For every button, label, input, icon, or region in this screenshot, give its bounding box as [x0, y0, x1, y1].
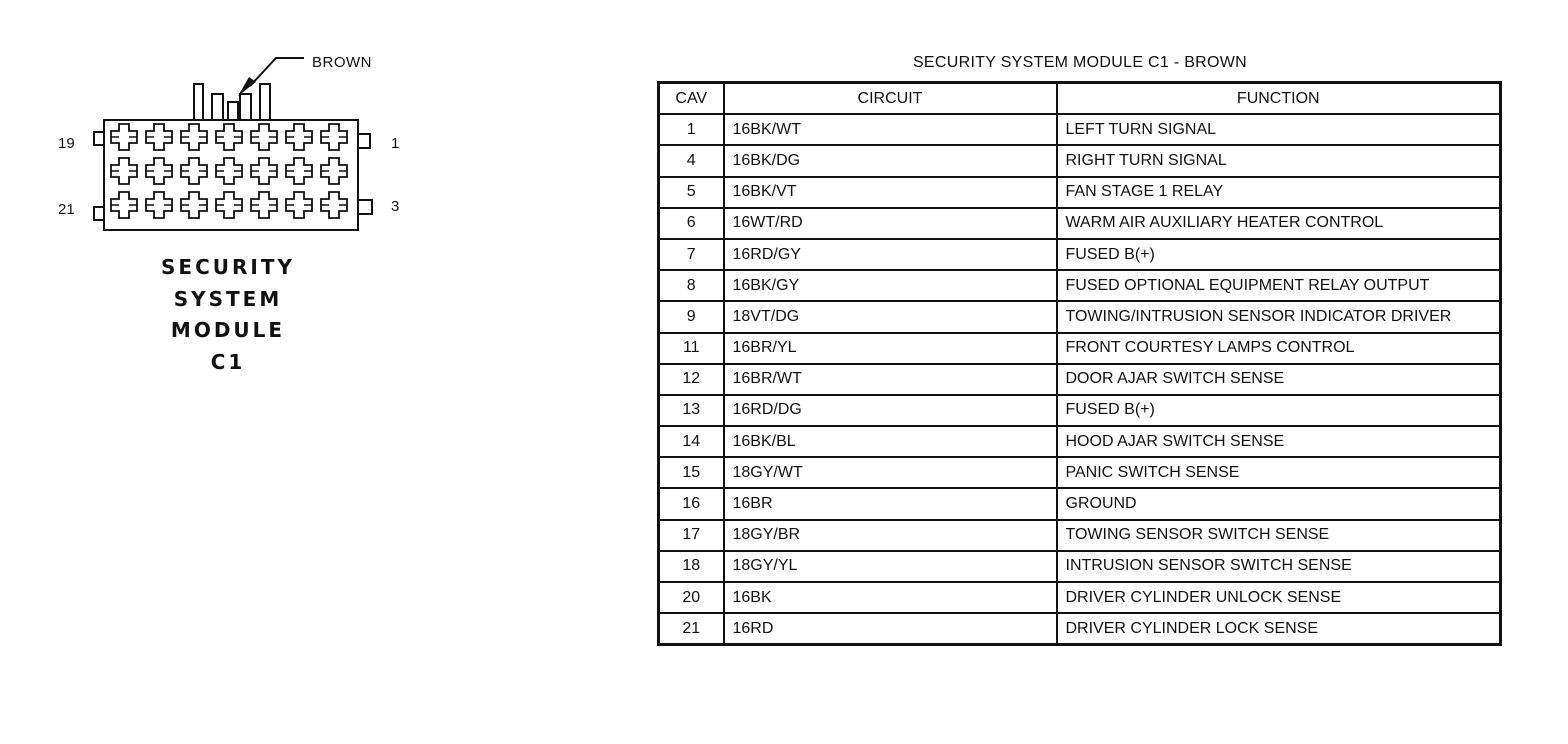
circuit-cell: 16BR/YL — [724, 333, 1057, 364]
cav-cell: 1 — [659, 114, 724, 145]
function-cell: PANIC SWITCH SENSE — [1057, 457, 1501, 488]
caption-line-1: SECURITY — [161, 255, 295, 279]
cav-cell: 13 — [659, 395, 724, 426]
cav-cell: 20 — [659, 582, 724, 613]
cav-cell: 5 — [659, 177, 724, 208]
cav-cell: 18 — [659, 551, 724, 582]
table-row — [659, 177, 1501, 208]
function-cell: TOWING SENSOR SWITCH SENSE — [1057, 520, 1501, 551]
table-row — [659, 364, 1501, 395]
cav-cell: 14 — [659, 426, 724, 457]
cav-cell: 11 — [659, 333, 724, 364]
function-cell: TOWING/INTRUSION SENSOR INDICATOR DRIVER — [1057, 301, 1501, 332]
function-cell: GROUND — [1057, 488, 1501, 519]
function-cell: DOOR AJAR SWITCH SENSE — [1057, 364, 1501, 395]
function-cell: RIGHT TURN SIGNAL — [1057, 145, 1501, 176]
function-cell: INTRUSION SENSOR SWITCH SENSE — [1057, 551, 1501, 582]
table-row — [659, 520, 1501, 551]
function-cell: LEFT TURN SIGNAL — [1057, 114, 1501, 145]
cav-cell: 6 — [659, 208, 724, 239]
function-cell: FAN STAGE 1 RELAY — [1057, 177, 1501, 208]
circuit-cell: 16BR/WT — [724, 364, 1057, 395]
cav-cell: 8 — [659, 270, 724, 301]
table-row — [659, 333, 1501, 364]
pinout-table — [657, 81, 1502, 646]
circuit-cell: 16BK/WT — [724, 114, 1057, 145]
table-header-row — [659, 83, 1501, 115]
pin-label-3: 3 — [391, 198, 400, 215]
cav-cell: 15 — [659, 457, 724, 488]
cav-cell: 7 — [659, 239, 724, 270]
circuit-cell: 16BK — [724, 582, 1057, 613]
table-row — [659, 426, 1501, 457]
circuit-cell: 18GY/YL — [724, 551, 1057, 582]
function-cell: FUSED OPTIONAL EQUIPMENT RELAY OUTPUT — [1057, 270, 1501, 301]
function-cell: DRIVER CYLINDER LOCK SENSE — [1057, 613, 1501, 645]
circuit-cell: 16RD/GY — [724, 239, 1057, 270]
cav-cell: 17 — [659, 520, 724, 551]
circuit-cell: 16BR — [724, 488, 1057, 519]
circuit-cell: 16BK/GY — [724, 270, 1057, 301]
table-row — [659, 145, 1501, 176]
cav-cell: 4 — [659, 145, 724, 176]
caption-line-3: MODULE — [170, 318, 286, 342]
cav-cell: 12 — [659, 364, 724, 395]
cav-cell: 16 — [659, 488, 724, 519]
function-cell: FRONT COURTESY LAMPS CONTROL — [1057, 333, 1501, 364]
table-row — [659, 488, 1501, 519]
cav-cell: 21 — [659, 613, 724, 645]
circuit-cell: 16RD/DG — [724, 395, 1057, 426]
table-row — [659, 301, 1501, 332]
table-row — [659, 208, 1501, 239]
function-cell: FUSED B(+) — [1057, 239, 1501, 270]
function-cell: DRIVER CYLINDER UNLOCK SENSE — [1057, 582, 1501, 613]
circuit-cell: 16BK/DG — [724, 145, 1057, 176]
header-cav: CAV — [659, 83, 724, 115]
circuit-cell: 18VT/DG — [724, 301, 1057, 332]
locking-tabs — [194, 84, 270, 120]
table-row — [659, 395, 1501, 426]
function-cell: FUSED B(+) — [1057, 395, 1501, 426]
connector-diagram — [0, 0, 480, 250]
table-row — [659, 239, 1501, 270]
wire-color-label: BROWN — [312, 54, 372, 71]
circuit-cell: 16BK/BL — [724, 426, 1057, 457]
function-cell: WARM AIR AUXILIARY HEATER CONTROL — [1057, 208, 1501, 239]
function-cell: HOOD AJAR SWITCH SENSE — [1057, 426, 1501, 457]
circuit-cell: 16WT/RD — [724, 208, 1057, 239]
table-row — [659, 582, 1501, 613]
cavity-grid — [111, 124, 347, 218]
circuit-cell: 16RD — [724, 613, 1057, 645]
circuit-cell: 18GY/BR — [724, 520, 1057, 551]
module-caption — [128, 252, 328, 378]
circuit-cell: 18GY/WT — [724, 457, 1057, 488]
table-row — [659, 613, 1501, 645]
circuit-cell: 16BK/VT — [724, 177, 1057, 208]
table-row — [659, 457, 1501, 488]
caption-line-2: SYSTEM — [173, 286, 283, 311]
cav-cell: 9 — [659, 301, 724, 332]
table-row — [659, 551, 1501, 582]
caption-line-4: C1 — [210, 349, 246, 374]
table-row — [659, 114, 1501, 145]
table-row — [659, 270, 1501, 301]
table-title: SECURITY SYSTEM MODULE C1 - BROWN — [912, 54, 1248, 71]
pin-label-21: 21 — [58, 201, 75, 218]
pin-label-19: 19 — [58, 135, 75, 152]
pin-label-1: 1 — [391, 135, 400, 152]
header-circuit: CIRCUIT — [724, 83, 1057, 115]
header-function: FUNCTION — [1057, 83, 1501, 115]
